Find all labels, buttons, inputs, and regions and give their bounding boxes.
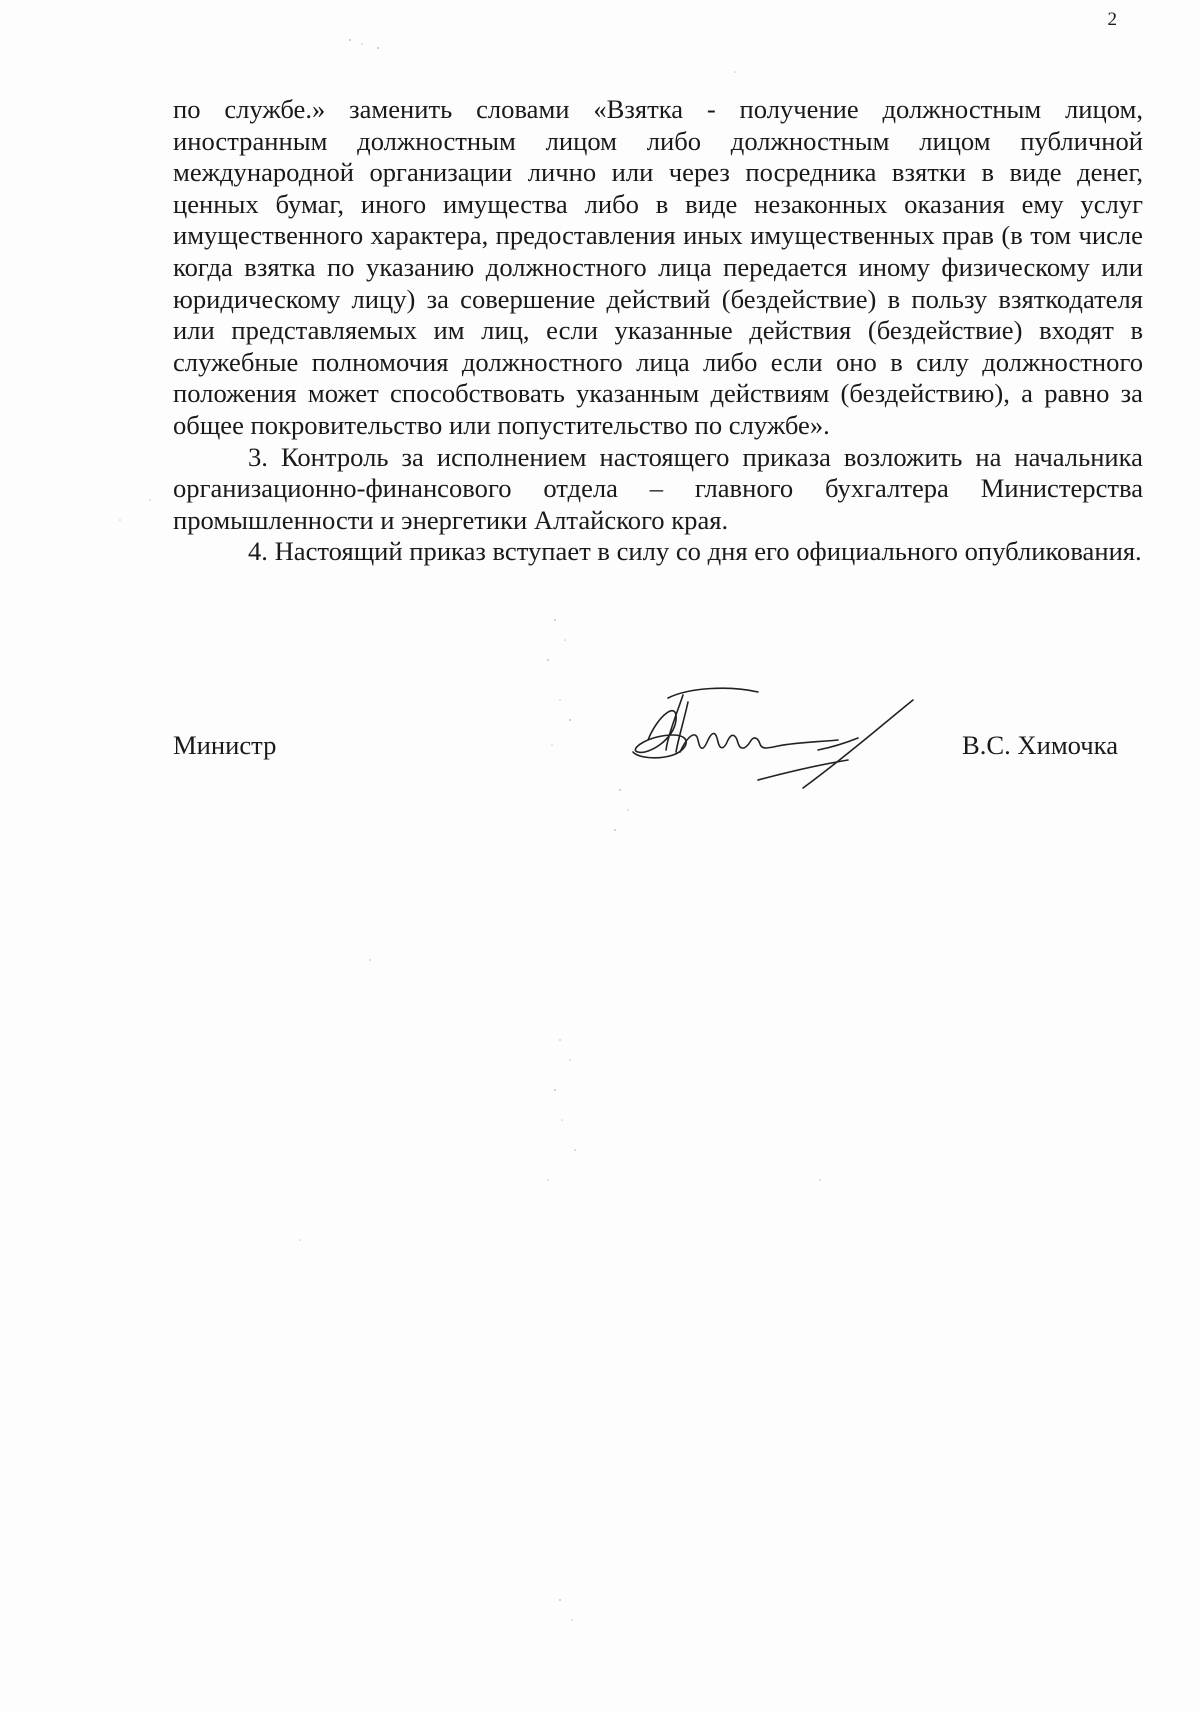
signer-role: Министр (173, 730, 277, 760)
document-body (173, 94, 1143, 568)
paragraph-continuation: по службе.» заменить словами «Взятка - получение должностным лицом, иностранным должностным лицом либо должностным лицом публичной международной организации лично или через посредника взятки в виде денег, ценных бумаг, иного имущества либо в виде незаконных оказания ему услуг имущественного характера, предоставления иных имущественных прав (в том числе когда взятка по указанию должностного лица передается иному физическому или юридическому лицу) за совершение действий (бездействие) в пользу взяткодателя или представляемых им лиц, если указанные действия (бездействие) входят в служебные полномочия должностного лица либо если оно в силу должностного положения может способствовать указанным действиям (бездействию), а равно за общее покровительство или попустительство по службе». (173, 94, 1143, 440)
handwritten-signature (618, 680, 928, 800)
paragraph-item-4: 4. Настоящий приказ вступает в силу со дня его официального опубликования. (248, 536, 1142, 567)
signer-name: В.С. Химочка (962, 730, 1118, 760)
page-number: 2 (1107, 9, 1117, 30)
signature-block (173, 680, 1143, 800)
paragraph-item-3: 3. Контроль за исполнением настоящего приказа возложить на начальника организационно-финансового отдела – главного бухгалтера Министерства промышленности и энергетики Алтайского края. (173, 441, 1143, 535)
